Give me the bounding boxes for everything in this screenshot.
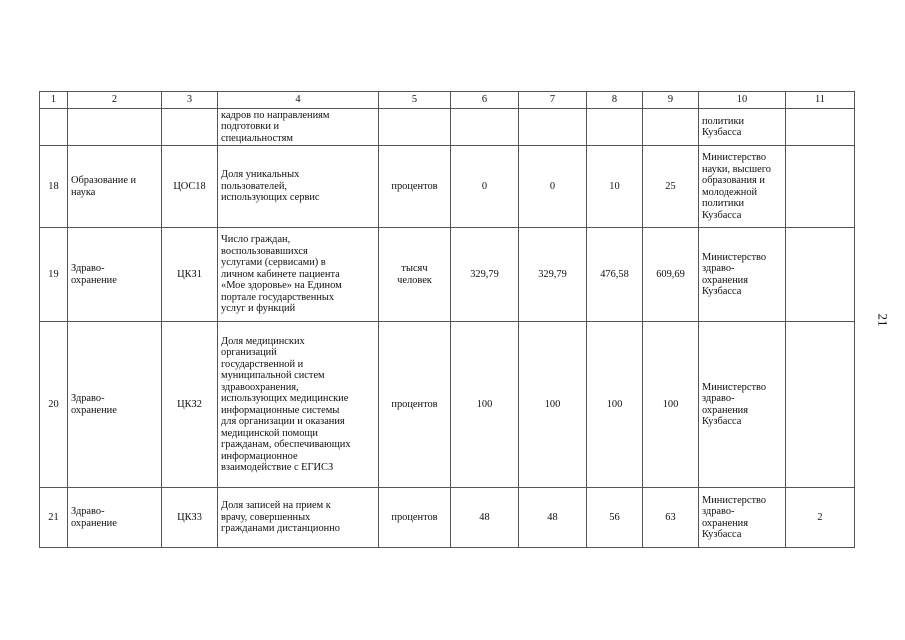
cell-indicator: Доля уникальных пользователей, использующих сервис xyxy=(218,146,379,228)
cell-indicator: Число граждан, воспользовавшихся услугами (сервисами) в личном кабинете пациента «Мое здоровье» на Едином портале государственных услуг и функций xyxy=(218,228,379,322)
cell-value-col7: 48 xyxy=(519,488,587,548)
column-number: 7 xyxy=(519,92,587,109)
cell-value-col8: 10 xyxy=(587,146,643,228)
column-number: 8 xyxy=(587,92,643,109)
cell-value-col7 xyxy=(519,109,587,146)
table-row xyxy=(40,228,855,322)
cell-note xyxy=(786,228,855,322)
cell-value-col8: 100 xyxy=(587,322,643,488)
cell-value-col9: 63 xyxy=(643,488,699,548)
cell-indicator: кадров по направлениям подготовки и специальностям xyxy=(218,109,379,146)
cell-responsible: Министерство здраво- охранения Кузбасса xyxy=(699,322,786,488)
table-body xyxy=(40,92,855,548)
cell-sector: Здраво- охранение xyxy=(68,228,162,322)
page-number: 21 xyxy=(875,313,891,327)
cell-value-col6 xyxy=(451,109,519,146)
cell-num: 19 xyxy=(40,228,68,322)
cell-value-col9: 100 xyxy=(643,322,699,488)
cell-code: ЦКЗ2 xyxy=(162,322,218,488)
indicators-table xyxy=(39,91,855,548)
cell-note xyxy=(786,146,855,228)
column-number: 3 xyxy=(162,92,218,109)
cell-indicator: Доля записей на прием к врачу, совершенных гражданами дистанционно xyxy=(218,488,379,548)
column-number-header-row xyxy=(40,92,855,109)
table-row xyxy=(40,146,855,228)
cell-unit: процентов xyxy=(379,146,451,228)
cell-code: ЦКЗ1 xyxy=(162,228,218,322)
cell-value-col7: 100 xyxy=(519,322,587,488)
table-row xyxy=(40,488,855,548)
cell-code: ЦКЗ3 xyxy=(162,488,218,548)
column-number: 5 xyxy=(379,92,451,109)
cell-value-col8: 56 xyxy=(587,488,643,548)
cell-value-col6: 329,79 xyxy=(451,228,519,322)
cell-note xyxy=(786,109,855,146)
cell-value-col6: 100 xyxy=(451,322,519,488)
cell-note: 2 xyxy=(786,488,855,548)
cell-num xyxy=(40,109,68,146)
cell-value-col8: 476,58 xyxy=(587,228,643,322)
cell-sector xyxy=(68,109,162,146)
cell-value-col6: 0 xyxy=(451,146,519,228)
column-number: 2 xyxy=(68,92,162,109)
column-number: 10 xyxy=(699,92,786,109)
cell-responsible: Министерство здраво- охранения Кузбасса xyxy=(699,488,786,548)
cell-responsible: Министерство науки, высшего образования и молодежной политики Кузбасса xyxy=(699,146,786,228)
cell-unit: процентов xyxy=(379,488,451,548)
cell-unit: тысяч человек xyxy=(379,228,451,322)
cell-value-col9: 609,69 xyxy=(643,228,699,322)
cell-code: ЦОС18 xyxy=(162,146,218,228)
cell-sector: Образование и наука xyxy=(68,146,162,228)
cell-indicator: Доля медицинских организаций государственной и муниципальной систем здравоохранения, использующих медицинские информационные системы для организации и оказания медицинской помощи гражданам, обеспечивающих информационное взаимодействие с ЕГИСЗ xyxy=(218,322,379,488)
cell-value-col7: 329,79 xyxy=(519,228,587,322)
table-row xyxy=(40,322,855,488)
cell-num: 20 xyxy=(40,322,68,488)
cell-num: 21 xyxy=(40,488,68,548)
cell-responsible: Министерство здраво- охранения Кузбасса xyxy=(699,228,786,322)
table-row xyxy=(40,109,855,146)
cell-value-col8 xyxy=(587,109,643,146)
cell-unit xyxy=(379,109,451,146)
cell-sector: Здраво- охранение xyxy=(68,488,162,548)
cell-code xyxy=(162,109,218,146)
column-number: 11 xyxy=(786,92,855,109)
cell-unit: процентов xyxy=(379,322,451,488)
column-number: 6 xyxy=(451,92,519,109)
cell-note xyxy=(786,322,855,488)
cell-num: 18 xyxy=(40,146,68,228)
column-number: 4 xyxy=(218,92,379,109)
column-number: 1 xyxy=(40,92,68,109)
cell-value-col7: 0 xyxy=(519,146,587,228)
column-number: 9 xyxy=(643,92,699,109)
cell-sector: Здраво- охранение xyxy=(68,322,162,488)
cell-value-col6: 48 xyxy=(451,488,519,548)
cell-value-col9 xyxy=(643,109,699,146)
cell-responsible: политики Кузбасса xyxy=(699,109,786,146)
cell-value-col9: 25 xyxy=(643,146,699,228)
